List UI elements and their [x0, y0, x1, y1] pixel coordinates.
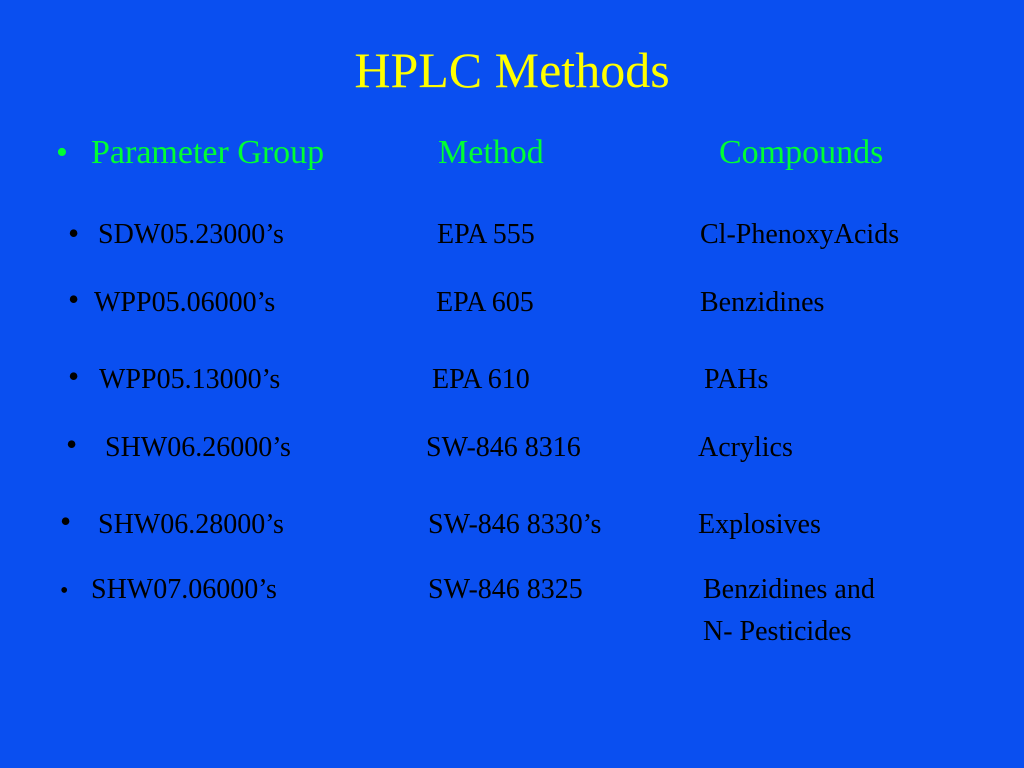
parameter-group-cell: SHW06.26000’s: [105, 432, 291, 463]
compounds-cell: Explosives: [698, 509, 821, 540]
method-cell: EPA 555: [437, 219, 535, 250]
row-bullet: •: [60, 578, 69, 604]
method-cell: SW-846 8316: [426, 432, 581, 463]
compounds-cell-line2: N- Pesticides: [703, 616, 852, 647]
header-parameter-group: Parameter Group: [91, 134, 325, 171]
header-bullet: •: [56, 134, 68, 171]
row-bullet: •: [68, 281, 80, 317]
compounds-cell: Acrylics: [698, 432, 793, 463]
method-cell: SW-846 8325: [428, 574, 583, 605]
row-bullet: •: [66, 426, 78, 462]
parameter-group-cell: WPP05.06000’s: [94, 287, 276, 318]
parameter-group-cell: SDW05.23000’s: [98, 219, 284, 250]
compounds-cell: Benzidines: [700, 287, 825, 318]
compounds-cell: PAHs: [704, 364, 769, 395]
slide-title: HPLC Methods: [354, 42, 670, 98]
row-bullet: •: [60, 503, 72, 539]
parameter-group-cell: SHW07.06000’s: [91, 574, 277, 605]
method-cell: EPA 610: [432, 364, 530, 395]
parameter-group-cell: WPP05.13000’s: [99, 364, 281, 395]
compounds-cell: Cl-PhenoxyAcids: [700, 219, 900, 250]
compounds-cell: Benzidines and: [703, 574, 875, 605]
header-method: Method: [438, 134, 544, 171]
method-cell: SW-846 8330’s: [428, 509, 602, 540]
header-compounds: Compounds: [719, 134, 884, 171]
row-bullet: •: [68, 358, 80, 394]
row-bullet: •: [68, 215, 80, 251]
method-cell: EPA 605: [436, 287, 534, 318]
parameter-group-cell: SHW06.28000’s: [98, 509, 284, 540]
